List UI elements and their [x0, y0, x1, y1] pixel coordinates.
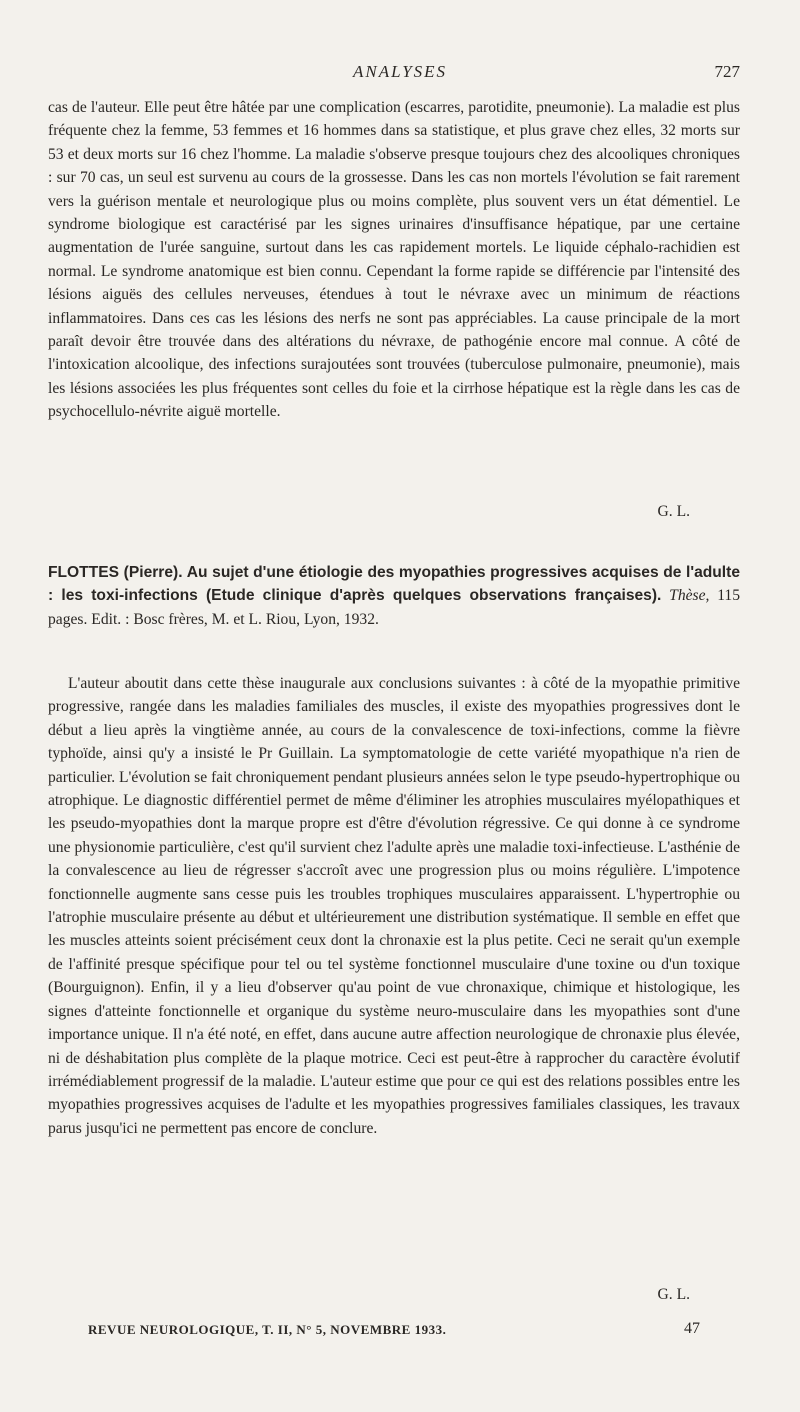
journal-footer: REVUE NEUROLOGIQUE, T. II, N° 5, NOVEMBRE 1933.: [88, 1322, 447, 1337]
running-title: ANALYSES: [352, 62, 448, 81]
review-2-publication: 115 pages. Edit. : Bosc frères, M. et L. Riou, Lyon, 1932.: [48, 587, 740, 628]
review-2-title: Au sujet d'une étiologie des myopathies progressives acquises de l'adulte : les toxi-infections (Etude clinique d'après quelques observations françaises).: [48, 564, 740, 605]
review-2-signature: G. L.: [657, 1286, 690, 1303]
review-1-text: cas de l'auteur. Elle peut être hâtée par une complication (escarres, parotidite, pneumonie). La maladie est plus fréquente chez la femme, 53 femmes et 16 hommes dans sa statistique, et plus grave chez elles, 32 morts sur 53 et deux morts sur 16 chez l'homme. La maladie s'observe presque toujours chez des alcooliques chroniques : sur 70 cas, un seul est survenu au cours de la grossesse. Dans les cas non mortels l'évolution se fait rarement vers la guérison mentale et neurologique plus ou moins complète, plus souvent vers un état démentiel. Le syndrome biologique est caractérisé par les signes urinaires d'insuffisance hépatique, par une certaine augmentation de l'urée sanguine, surtout dans les cas rapidement mortels. Le liquide céphalo-rachidien est normal. Le syndrome anatomique est bien connu. Cependant la forme rapide se différencie par l'intensité des lésions aiguës des cellules nerveuses, étendues à tout le névraxe avec un minimum de réactions inflammatoires. Dans ces cas les lésions des nerfs ne sont pas appréciables. La cause principale de la mort paraît devoir être trouvée dans des altérations du névraxe, de pathogénie encore mal connue. A côté de l'intoxication alcoolique, des infections surajoutées sont trouvées (tuberculose pulmonaire, pneumonie), mais les lésions associées les plus fréquentes sont celles du foie et la cirrhose hépatique est la règle dans les cas de psychocellulo-névrite aiguë mortelle.: [48, 99, 740, 421]
review-2-reference: [48, 561, 740, 631]
sheet-number: 47: [684, 1320, 700, 1337]
page-number: 727: [714, 62, 740, 81]
review-2-these: Thèse,: [669, 587, 710, 605]
review-2-text: L'auteur aboutit dans cette thèse inaugurale aux conclusions suivantes : à côté de la myopathie primitive progressive, rangée dans les maladies familiales des muscles, il existe des myopathies progressives dont le début a lieu après la vingtième année, au cours de la convalescence de toxi-infections, comme la fièvre typhoïde, ainsi qu'y a insisté le Pr Guillain. La symptomatologie de cette variété myopathique n'a rien de particulier. L'évolution se fait chroniquement pendant plusieurs années selon le type pseudo-hypertrophique ou atrophique. Le diagnostic différentiel permet de même d'éliminer les atrophies musculaires myélopathiques et les pseudo-myopathies dont la marque propre est d'être d'évolution régressive. Ce qui donne à ce syndrome une physionomie particulière, c'est qu'il survient chez l'adulte après une maladie toxi-infectieuse. L'asthénie de la convalescence au lieu de régresser s'accroît avec une progression plus ou moins régulière. L'impotence fonctionnelle augmente sans cesse puis les troubles trophiques musculaires apparaissent. L'hypertrophie ou l'atrophie musculaire présente au début et ultérieurement une distribution systématique. Il semble en effet que les muscles atteints soient précisément ceux dont la chronaxie est la plus petite. Ceci ne serait qu'un exemple de l'affinité presque spécifique pour tel ou tel système fonctionnel musculaire d'une toxine ou d'un toxique (Bourguignon). Enfin, il y a lieu d'observer qu'au point de vue chronaxique, chimique et histologique, les signes d'atteinte fonctionnelle et organique du système neuro-musculaire dans les myopathies sont d'une importance unique. Il n'a été noté, en effet, dans aucune autre affection neurologique de chronaxie plus élevée, ni de déshabitation plus complète de la plaque motrice. Ceci est peut-être à rapprocher du caractère évolutif irrémédiablement progressif de la maladie. L'auteur estime que pour ce qui est des relations possibles entre les myopathies progressives acquises de l'adulte et les myopathies progressives familiales classiques, les travaux parus jusqu'ici ne permettent pas encore de conclure.: [48, 675, 740, 1137]
review-2-author: FLOTTES (Pierre).: [48, 564, 183, 581]
review-1-signature: G. L.: [657, 503, 690, 520]
